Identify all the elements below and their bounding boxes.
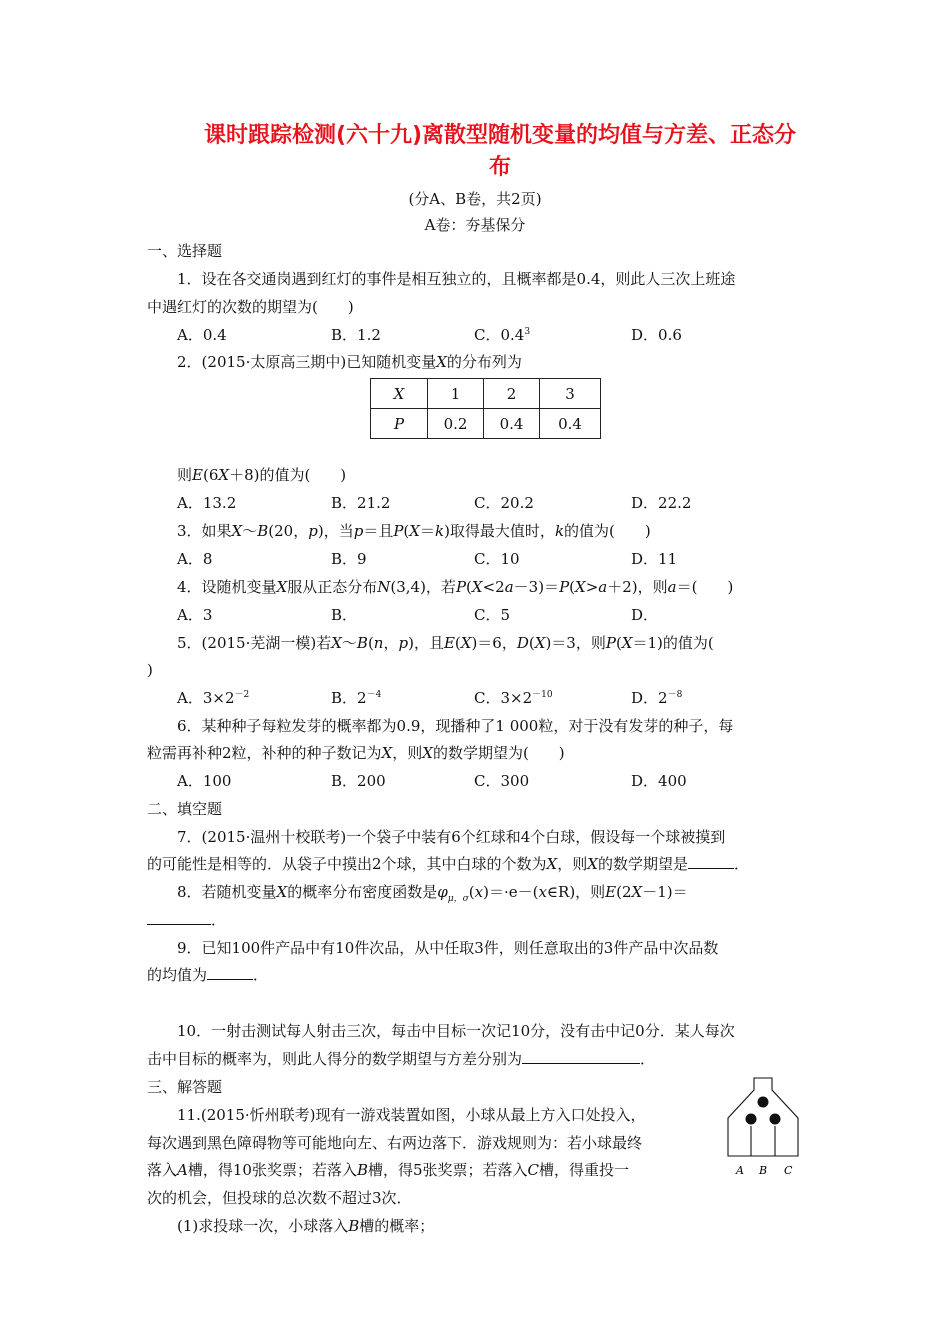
table-row <box>371 409 601 439</box>
q1-option-d: D．0.6 <box>631 326 682 344</box>
q2-line1: 2．(2015·太原高三期中)已知随机变量X的分布列为 <box>177 353 522 371</box>
q9-line2: 的均值为 ． <box>147 966 269 984</box>
table-cell: 2 <box>484 379 540 409</box>
q2-option-b: B．21.2 <box>331 494 391 512</box>
q2-option-c: C．20.2 <box>474 494 534 512</box>
part3-heading: 三、解答题 <box>147 1078 223 1096</box>
q1-option-b: B．1.2 <box>331 326 381 344</box>
q10-line2: 击中目标的概率为，则此人得分的数学期望与方差分别为 ． <box>147 1050 656 1068</box>
q4-option-a: A．3 <box>177 606 213 624</box>
table-row <box>371 379 601 409</box>
q3-option-b: B．9 <box>331 550 367 568</box>
slot-label-a: A <box>736 1164 744 1177</box>
distribution-table <box>370 378 601 439</box>
answer-blank <box>522 1049 640 1064</box>
subtitle: (分A、B卷，共2页) <box>408 190 542 208</box>
q6-line2: 粒需再补种2粒，补种的种子数记为X，则X的数学期望为( ) <box>147 744 565 762</box>
answer-blank <box>207 965 253 980</box>
slot-label-b: B <box>759 1164 768 1177</box>
page-title: 课时跟踪检测(六十九)离散型随机变量的均值与方差、正态分 布 <box>203 123 797 180</box>
q11-line4: 次的机会，但投球的总次数不超过3次． <box>147 1189 412 1207</box>
q1-option-c: C．$0.4^3$ <box>474 326 531 344</box>
table-cell: X <box>371 379 428 409</box>
q11-sub1: (1)求投球一次，小球落入B槽的概率； <box>177 1217 435 1235</box>
q5-option-c: C．$3\times 2^{-10}$ <box>474 689 553 707</box>
q4-line1: 4．设随机变量X服从正态分布N(3,4)，若P(X<2a－3)＝P(X>a＋2)，则a＝( ) <box>177 578 734 596</box>
q6-line1: 6．某种种子每粒发芽的概率都为0.9，现播种了1 000粒，对于没有发芽的种子，每 <box>177 717 734 735</box>
q2-line2: 则E(6X＋8)的值为( ) <box>177 466 347 484</box>
q8-line2: ． <box>147 909 226 931</box>
table-cell: 1 <box>428 379 484 409</box>
q3-line1: 3．如果X～B(20，p)，当p＝且P(X＝k)取得最大值时，k的值为( ) <box>177 522 651 540</box>
q1-option-a: A．0.4 <box>177 326 227 344</box>
q10-line1: 10．一射击测试每人射击三次，每击中目标一次记10分，没有击中记0分．某人每次 <box>177 1022 735 1040</box>
game-device-figure <box>718 1076 808 1186</box>
table-cell: P <box>371 409 428 439</box>
q11-line1: 11.(2015·忻州联考)现有一游戏装置如图，小球从最上方入口处投入， <box>177 1106 646 1124</box>
q1-line1: 1．设在各交通岗遇到红灯的事件是相互独立的，且概率都是0.4，则此人三次上班途 <box>177 270 736 288</box>
table-cell: 0.2 <box>428 409 484 439</box>
answer-blank <box>688 854 734 869</box>
q2-option-a: A．13.2 <box>177 494 237 512</box>
answer-blank <box>147 910 211 925</box>
q3-option-a: A．8 <box>177 550 213 568</box>
q3-option-c: C．10 <box>474 550 520 568</box>
q7-line1: 7．(2015·温州十校联考)一个袋子中装有6个红球和4个白球，假设每一个球被摸到 <box>177 828 726 846</box>
q11-line3: 落入A槽，得10张奖票；若落入B槽，得5张奖票；若落入C槽，得重投一 <box>147 1161 630 1179</box>
q5-option-a: A．$3\times 2^{-2}$ <box>177 689 250 707</box>
q2-option-d: D．22.2 <box>631 494 692 512</box>
q3-option-d: D．11 <box>631 550 678 568</box>
obstacle-left <box>746 1114 757 1125</box>
q6-option-a: A．100 <box>177 772 232 790</box>
obstacle-right <box>770 1114 781 1125</box>
q6-option-d: D．400 <box>631 772 687 790</box>
q4-option-b: B． <box>331 606 358 624</box>
q5-line2: ) <box>147 661 153 679</box>
q5-option-d: D．$2^{-8}$ <box>631 689 683 707</box>
part1-heading: 一、选择题 <box>147 242 223 260</box>
slot-label-c: C <box>784 1164 793 1177</box>
obstacle-top <box>758 1097 769 1108</box>
q1-line2: 中遇红灯的次数的期望为( ) <box>147 298 354 316</box>
q6-option-c: C．300 <box>474 772 530 790</box>
section-a-heading: A卷：夯基保分 <box>424 216 526 234</box>
q4-option-c: C．5 <box>474 606 511 624</box>
q7-line2: 的可能性是相等的．从袋子中摸出2个球，其中白球的个数为X，则X的数学期望是 ． <box>147 855 749 873</box>
q4-option-d: D． <box>631 606 659 624</box>
q5-line1: 5．(2015·芜湖一模)若X～B(n，p)，且E(X)＝6，D(X)＝3，则P(X＝1)的值为( <box>177 634 714 652</box>
table-cell: 0.4 <box>484 409 540 439</box>
q8-line1: 8．若随机变量X的概率分布密度函数是$\varphi_{\mu,\sigma}(x)=\cdot e-(x\in R)$，则E(2X－1)＝ <box>177 883 688 904</box>
q9-line1: 9．已知100件产品中有10件次品，从中任取3件，则任意取出的3件产品中次品数 <box>177 939 719 957</box>
q5-option-b: B．$2^{-4}$ <box>331 689 382 707</box>
q11-line2: 每次遇到黑色障碍物等可能地向左、右两边落下．游戏规则为：若小球最终 <box>147 1134 643 1152</box>
part2-heading: 二、填空题 <box>147 800 223 818</box>
q6-option-b: B．200 <box>331 772 386 790</box>
table-cell: 3 <box>540 379 601 409</box>
table-cell: 0.4 <box>540 409 601 439</box>
device-outline <box>728 1078 798 1156</box>
